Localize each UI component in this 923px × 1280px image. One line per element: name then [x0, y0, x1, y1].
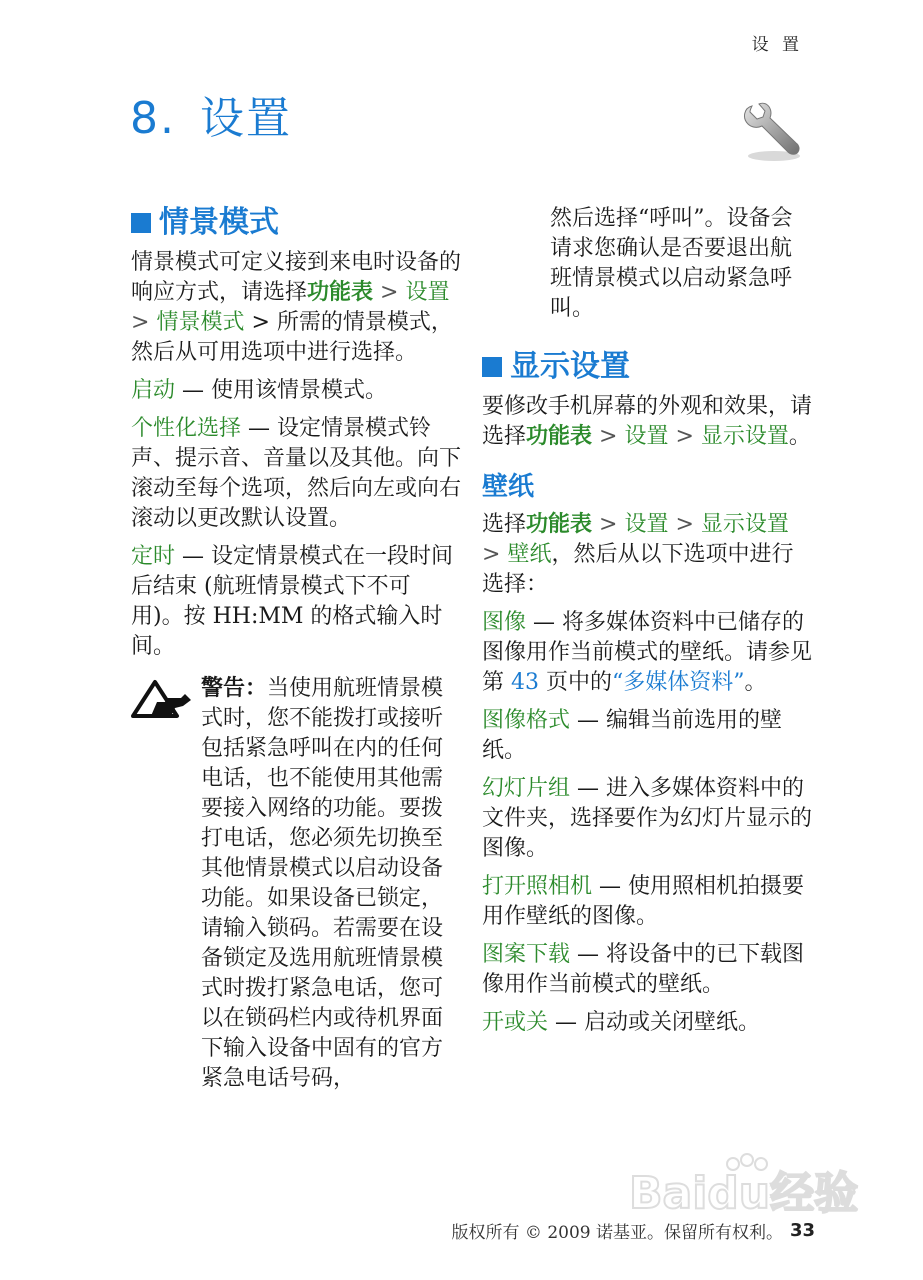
- square-bullet-icon: [131, 213, 151, 233]
- menu-path-link: 功能表: [307, 280, 374, 305]
- section-heading-profiles: 情景模式: [131, 204, 461, 242]
- right-column: [482, 204, 812, 1046]
- option-term: 打开照相机: [482, 874, 593, 899]
- menu-path-link: 设置: [624, 424, 669, 449]
- chapter-name: 设置: [199, 93, 292, 144]
- baidu-watermark: [625, 1150, 859, 1220]
- running-header: 设 置: [751, 35, 803, 55]
- menu-path-link: 功能表: [526, 512, 593, 537]
- wallpaper-intro: 选择功能表 > 设置 > 显示设置 > 壁纸，然后从以下选项中进行选择：: [482, 512, 794, 597]
- cross-reference: “多媒体资料”: [612, 670, 745, 695]
- menu-path-link: 功能表: [526, 424, 593, 449]
- profiles-intro: 情景模式可定义接到来电时设备的响应方式，请选择功能表 > 设置 > 情景模式 > 所需的情景模式，然后从可用选项中进行选择。: [131, 250, 462, 365]
- option-image: 图像 — 将多媒体资料中已储存的图像用作当前模式的壁纸。请参见第 43 页中的“多媒体资料”。: [482, 610, 813, 695]
- option-personalise: 个性化选择 — 设定情景模式铃声、提示音、音量以及其他。向下滚动至每个选项，然后向左或向右滚动以更改默认设置。: [131, 416, 462, 531]
- option-term: 开或关: [482, 1010, 549, 1035]
- menu-path-link: 设置: [624, 512, 669, 537]
- display-intro: 要修改手机屏幕的外观和效果，请选择功能表 > 设置 > 显示设置。: [482, 394, 813, 449]
- option-term: 图案下载: [482, 942, 571, 967]
- page-reference: 43: [511, 670, 539, 695]
- warning-continuation: 然后选择“呼叫”。设备会请求您确认是否要退出航班情景模式以启动紧急呼叫。: [550, 206, 793, 321]
- menu-path-link: 显示设置: [700, 512, 789, 537]
- chapter-number: 8.: [130, 93, 176, 144]
- subsection-heading-wallpaper: 壁纸: [482, 472, 535, 502]
- chapter-title: [130, 82, 292, 146]
- warning-block: [131, 674, 461, 1094]
- option-term: 幻灯片组: [482, 776, 571, 801]
- option-image-format: 图像格式 — 编辑当前选用的壁纸。: [482, 708, 783, 763]
- warning-label: 警告：: [201, 676, 268, 701]
- warning-text: 警告：当使用航班情景模式时，您不能拨打或接听包括紧急呼叫在内的任何电话，也不能使用其他需要接入网络的功能。要拨打电话，您必须先切换至其他情景模式以启动设备功能。如果设备已锁定，请输入锁码。若需要在设备锁定及选用航班情景模式时拨打紧急电话，您可以在锁码栏内或待机界面下输入设备中固有的官方紧急电话号码，: [201, 676, 444, 1091]
- option-on-off: 开或关 — 启动或关闭壁纸。: [482, 1010, 761, 1035]
- menu-path-link: 显示设置: [700, 424, 789, 449]
- option-slide-set: 幻灯片组 — 进入多媒体资料中的文件夹，选择要作为幻灯片显示的图像。: [482, 776, 813, 861]
- left-column: [131, 204, 461, 1094]
- square-bullet-icon: [482, 357, 502, 377]
- option-term: 个性化选择: [131, 416, 242, 441]
- menu-path-link: 情景模式: [156, 310, 245, 335]
- option-activate: 启动 — 使用该情景模式。: [131, 378, 388, 403]
- option-open-camera: 打开照相机 — 使用照相机拍摄要用作壁纸的图像。: [482, 874, 805, 929]
- option-term: 启动: [131, 378, 176, 403]
- footer-copyright: 版权所有 © 2009 诺基亚。保留所有权利。: [451, 1223, 783, 1243]
- menu-path-link: 壁纸: [507, 542, 552, 567]
- wrench-icon: [738, 98, 804, 164]
- warning-hand-icon: [131, 676, 193, 720]
- option-term: 定时: [131, 544, 176, 569]
- option-term: 图像格式: [482, 708, 571, 733]
- option-term: 图像: [482, 610, 527, 635]
- section-heading-display: 显示设置: [482, 348, 812, 386]
- menu-path-link: 设置: [405, 280, 450, 305]
- option-graphic-download: 图案下载 — 将设备中的已下载图像用作当前模式的壁纸。: [482, 942, 805, 997]
- svg-text:Baidu经验: Baidu经验: [629, 1168, 859, 1219]
- option-timed: 定时 — 设定情景模式在一段时间后结束 (航班情景模式下不可用)。按 HH:MM 的格式输入时间。: [131, 544, 454, 659]
- page-number: 33: [790, 1220, 816, 1241]
